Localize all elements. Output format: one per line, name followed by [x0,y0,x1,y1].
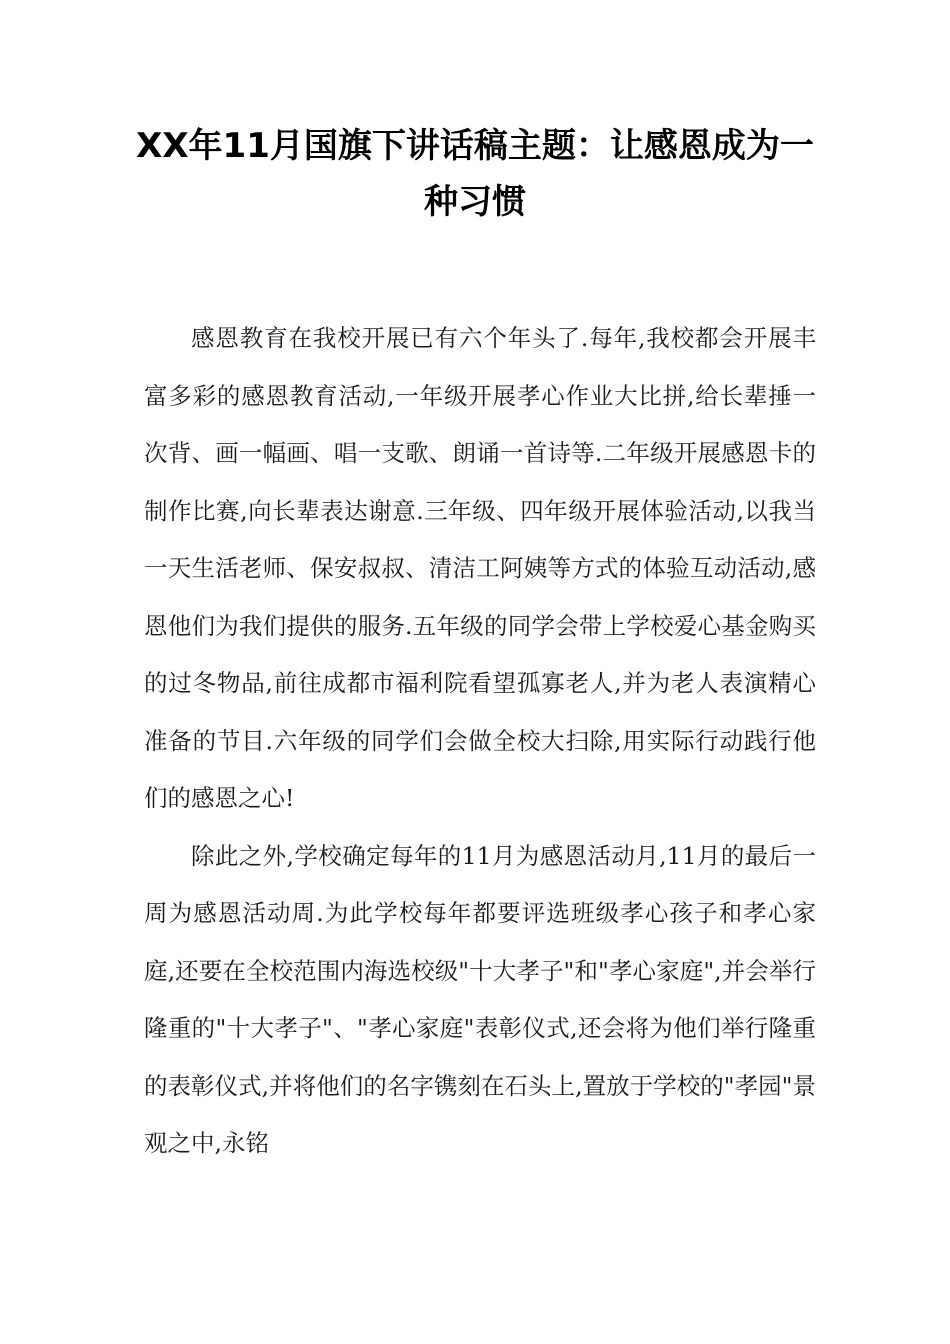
page-title: XX年11月国旗下讲话稿主题：让感恩成为一种习惯 [136,126,814,222]
paragraph: 感恩教育在我校开展已有六个年头了.每年,我校都会开展丰富多彩的感恩教育活动,一年级开展孝心作业大比拼,给长辈捶一次背、画一幅画、唱一支歌、朗诵一首诗等.二年级开展感恩卡的制作比赛,向长辈表达谢意.三年级、四年级开展体验活动,以我当一天生活老师、保安叔叔、清洁工阿姨等方式的体验互动活动,感恩他们为我们提供的服务.五年级的同学会带上学校爱心基金购买的过冬物品,前往成都市福利院看望孤寡老人,并为老人表演精心准备的节目.六年级的同学们会做全校大扫除,用实际行动践行他们的感恩之心! [144,324,816,812]
paragraph: 除此之外,学校确定每年的11月为感恩活动月,11月的最后一周为感恩活动周.为此学校每年都要评选班级孝心孩子和孝心家庭,还要在全校范围内海选校级"十大孝子"和"孝心家庭",并会举行隆重的"十大孝子"、"孝心家庭"表彰仪式,还会将为他们举行隆重的表彰仪式,并将他们的名字镌刻在石头上,置放于学校的"孝园"景观之中,永铭 [144,841,816,1157]
document-body [144,310,816,1173]
